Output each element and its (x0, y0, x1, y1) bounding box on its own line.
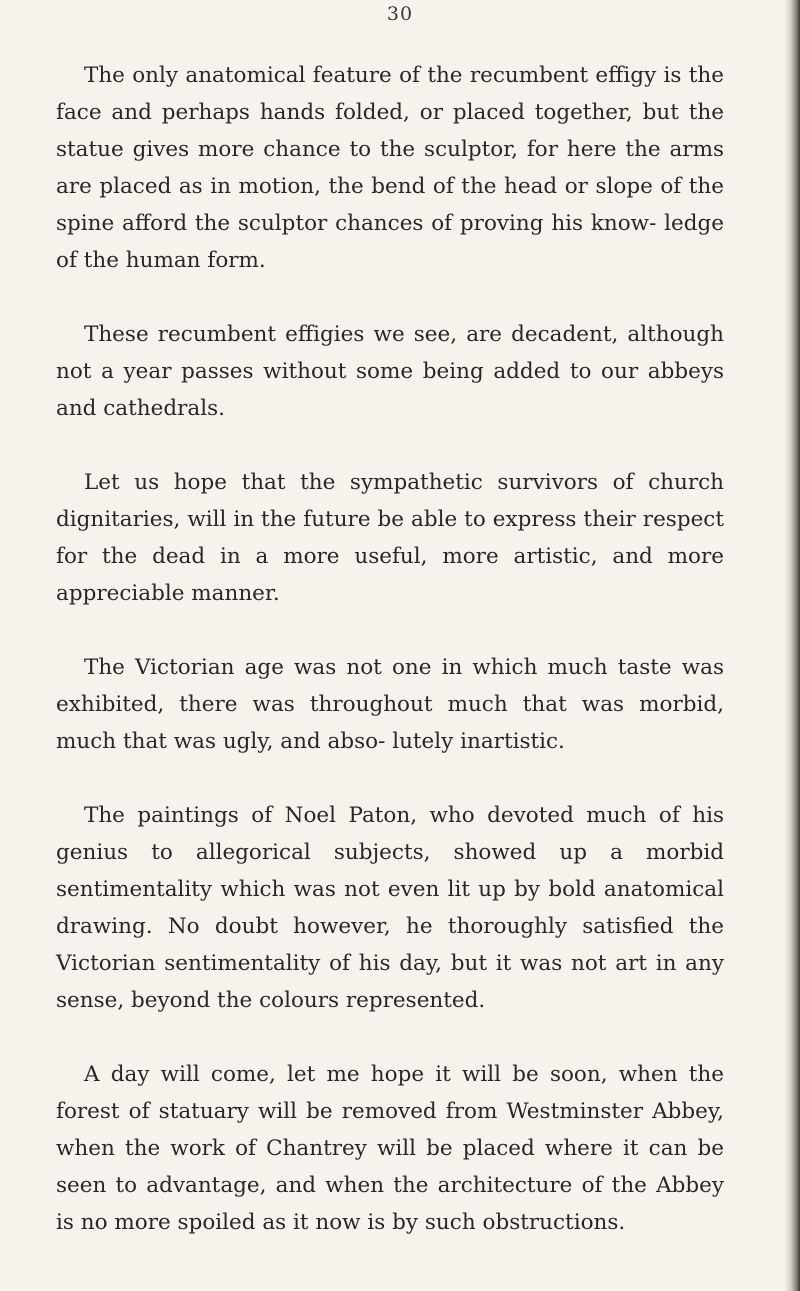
paragraph-decadent-effigies: These recumbent effigies we see, are decadent, although not a year passes without some being added to our abbeys and cathedrals. (56, 322, 724, 421)
paragraph-victorian-age: The Victorian age was not one in which much taste was exhibited, there was throughout much that was morbid, much that was ugly, and abso- lutely inartistic. (56, 655, 724, 754)
paragraph-noel-paton: The paintings of Noel Paton, who devoted much of his genius to allegorical subjects, showed up a morbid sentimentality which was not even lit up by bold anatomical drawing. No doubt however, he thoroughly satisfied the Victorian sentimentality of his day, but it was not art in any sense, beyond the colours represented. (56, 803, 724, 1013)
body-text (56, 57, 724, 1241)
paragraph-effigy-anatomy: The only anatomical feature of the recumbent effigy is the face and perhaps hands folded, or placed together, but the statue gives more chance to the sculptor, for here the arms are placed as in motion, the bend of the head or slope of the spine afford the sculptor chances of proving his know- ledge of the human form. (56, 63, 724, 273)
page-edge-shadow (784, 0, 800, 1291)
paragraph-westminster-abbey: A day will come, let me hope it will be soon, when the forest of statuary will be removed from Westminster Abbey, when the work of Chantrey will be placed where it can be seen to advantage, and when the architecture of the Abbey is no more spoiled as it now is by such obstructions. (56, 1062, 724, 1235)
page-number: 30 (386, 3, 414, 25)
paragraph-hope-survivors: Let us hope that the sympathetic survivors of church dignitaries, will in the future be able to express their respect for the dead in a more useful, more artistic, and more appreciable manner. (56, 470, 724, 606)
